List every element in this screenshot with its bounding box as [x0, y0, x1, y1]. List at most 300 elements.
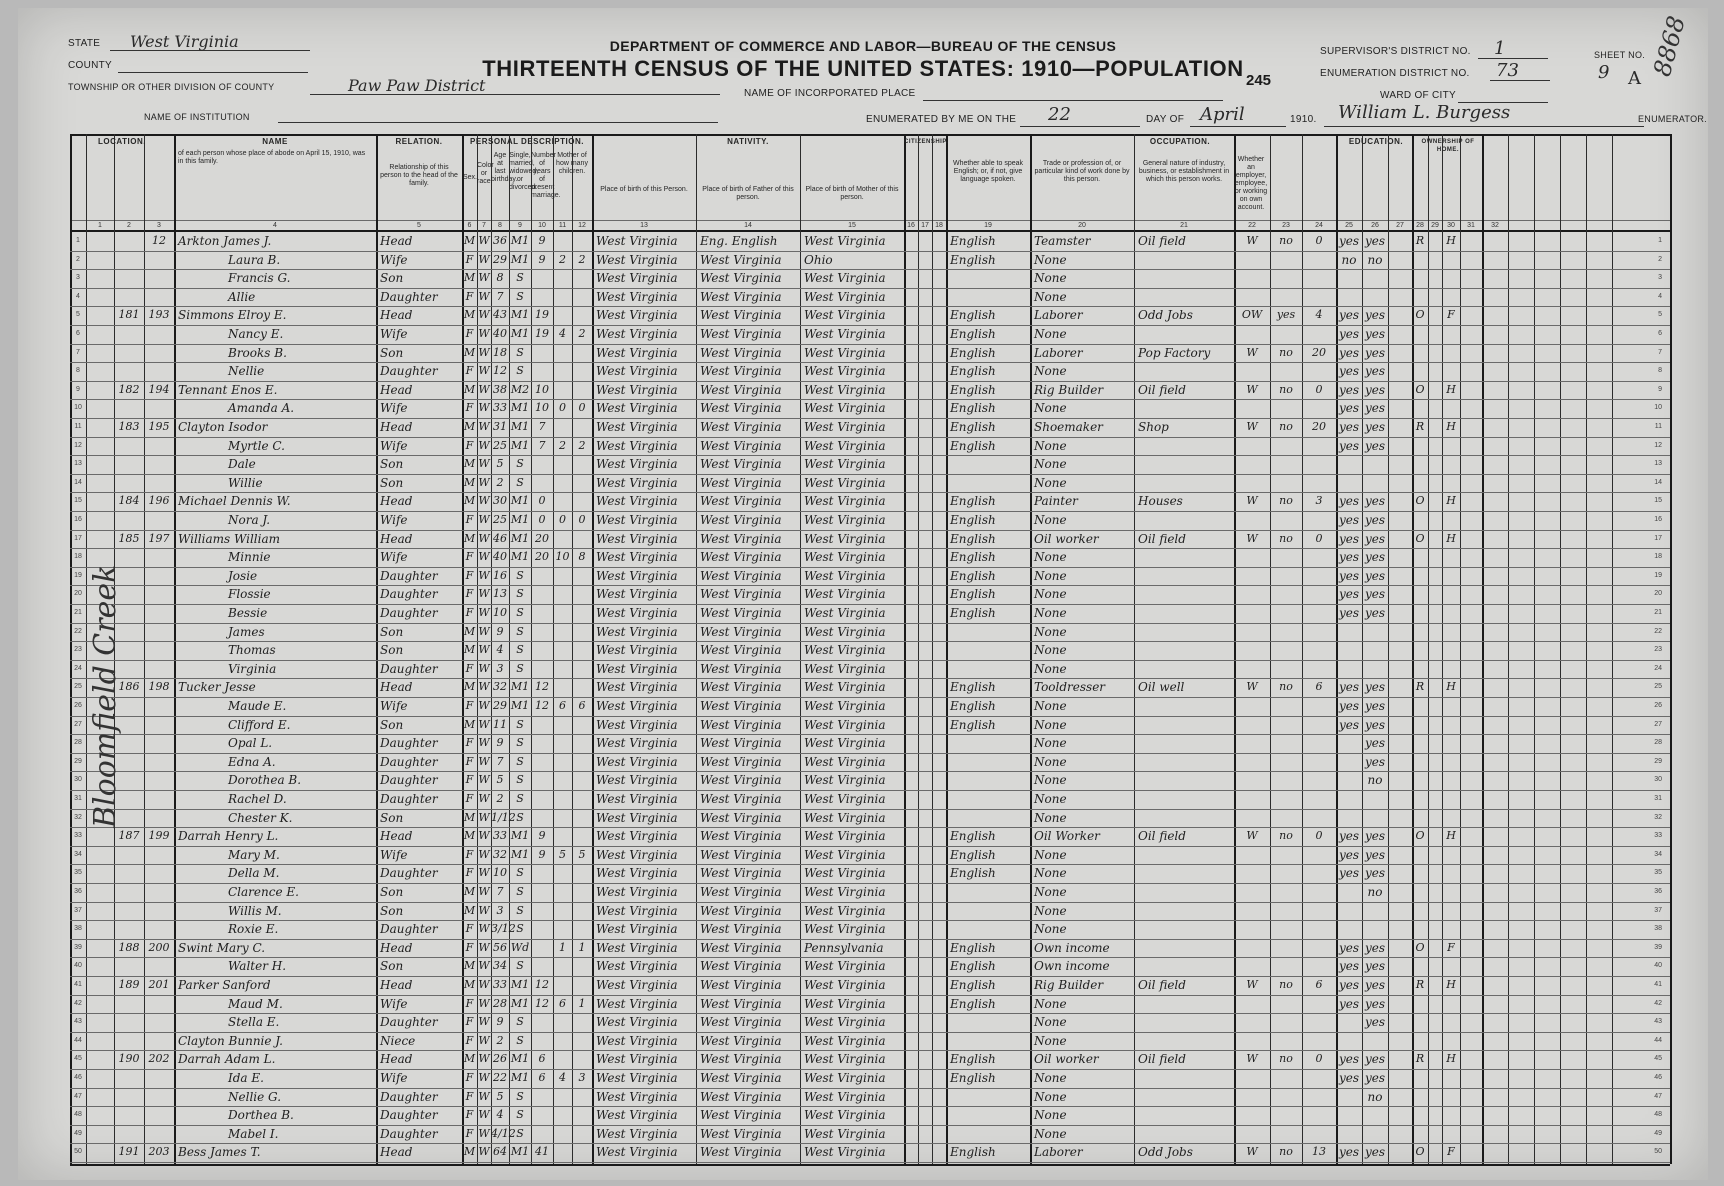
- cell-dwelling: 181: [118, 308, 140, 322]
- cell-race: W: [478, 754, 490, 768]
- cell-age: 11: [493, 717, 507, 731]
- cell-unemp: no: [1279, 234, 1293, 247]
- cell-pob: West Virginia: [596, 847, 678, 862]
- column-number: 9: [518, 222, 522, 229]
- cell-dwelling: 185: [118, 531, 140, 545]
- cell-marital: S: [516, 773, 524, 787]
- cell-language: English: [950, 531, 996, 546]
- cell-sex: F: [465, 587, 474, 601]
- cell-mother: West Virginia: [804, 810, 886, 825]
- cell-read: yes: [1338, 866, 1360, 881]
- cell-line: 22: [74, 627, 82, 635]
- cell-race: W: [478, 531, 490, 545]
- cell-write: yes: [1364, 1015, 1386, 1030]
- cell-name: Tucker Jesse: [178, 680, 256, 695]
- table-row: [70, 678, 1670, 696]
- nativity-heading: NATIVITY.: [727, 137, 769, 146]
- line-number-right: 36: [1654, 888, 1662, 895]
- cell-name: James: [228, 624, 265, 639]
- cell-mother: West Virginia: [804, 1145, 886, 1160]
- cell-living: 0: [578, 513, 586, 526]
- line-number-right: 31: [1654, 795, 1662, 802]
- cell-name: Opal L.: [228, 736, 273, 751]
- line-number-right: 50: [1654, 1148, 1662, 1156]
- pob-person-heading: Place of birth of this Person.: [600, 186, 688, 193]
- cell-age: 26: [493, 1052, 507, 1066]
- cell-years: 20: [535, 531, 549, 545]
- cell-age: 29: [493, 252, 507, 266]
- cell-trade: None: [1034, 736, 1067, 751]
- cell-name: Edna A.: [228, 754, 276, 769]
- cell-mother: West Virginia: [804, 922, 886, 937]
- cell-weeks: 0: [1315, 829, 1323, 843]
- table-row: [70, 455, 1670, 473]
- cell-mother: West Virginia: [804, 234, 886, 248]
- cell-race: W: [478, 438, 490, 452]
- cell-write: no: [1367, 885, 1383, 899]
- cell-mother: West Virginia: [804, 680, 886, 695]
- township-label: TOWNSHIP OR OTHER DIVISION OF COUNTY: [68, 82, 275, 92]
- cell-marital: M1: [510, 327, 530, 340]
- cell-mother: West Virginia: [804, 513, 886, 527]
- cell-relation: Head: [380, 531, 413, 546]
- cell-mother: West Virginia: [804, 345, 886, 360]
- table-row: [70, 437, 1670, 455]
- cell-children: 6: [559, 996, 566, 1010]
- cell-age: 4: [496, 643, 504, 657]
- cell-father: West Virginia: [700, 606, 782, 620]
- cell-own: O: [1415, 382, 1425, 396]
- cell-race: W: [478, 1071, 490, 1084]
- cell-age: 34: [493, 959, 507, 973]
- census-table: [70, 134, 1670, 1164]
- cell-years: 12: [535, 978, 549, 991]
- cell-write: yes: [1364, 699, 1386, 713]
- cell-language: English: [950, 252, 996, 267]
- cell-age: 9: [496, 624, 504, 638]
- cell-pob: West Virginia: [596, 996, 678, 1011]
- enumeration-district-value: 73: [1496, 60, 1519, 81]
- cell-write: yes: [1364, 866, 1386, 881]
- cell-pob: West Virginia: [596, 401, 678, 416]
- cell-father: West Virginia: [700, 438, 782, 453]
- cell-trade: Laborer: [1034, 1145, 1083, 1160]
- cell-mother: West Virginia: [804, 773, 886, 788]
- cell-trade: None: [1034, 1108, 1067, 1123]
- cell-dwelling: 187: [118, 829, 140, 843]
- line-number-right: 44: [1654, 1036, 1662, 1044]
- cell-relation: Daughter: [380, 568, 438, 583]
- cell-relation: Wife: [380, 550, 408, 565]
- cell-unemp: no: [1279, 494, 1293, 508]
- cell-race: W: [478, 1089, 490, 1103]
- incorporated-place-label: NAME OF INCORPORATED PLACE: [744, 88, 916, 99]
- column-number: 16: [907, 222, 915, 229]
- line-number-right: 21: [1654, 609, 1662, 616]
- cell-race: W: [478, 308, 490, 322]
- cell-mother: West Virginia: [804, 606, 886, 620]
- cell-relation: Daughter: [380, 1126, 438, 1141]
- cell-write: yes: [1364, 494, 1386, 509]
- cell-father: West Virginia: [700, 494, 782, 509]
- cell-years: 6: [538, 1052, 546, 1066]
- cell-relation: Daughter: [380, 661, 438, 676]
- cell-father: West Virginia: [700, 382, 782, 397]
- cell-read: yes: [1338, 829, 1360, 844]
- cell-line: 37: [74, 906, 82, 914]
- cell-line: 33: [74, 832, 82, 840]
- column-number: 13: [640, 222, 648, 229]
- cell-line: 11: [74, 423, 82, 430]
- cell-mother: West Virginia: [804, 978, 886, 992]
- cell-language: English: [950, 401, 996, 416]
- cell-trade: Shoemaker: [1034, 420, 1103, 434]
- cell-years: 9: [538, 234, 546, 247]
- table-row: [70, 809, 1670, 827]
- cell-children: 5: [559, 847, 566, 861]
- cell-line: 25: [74, 683, 82, 691]
- cell-race: W: [478, 494, 490, 508]
- cell-write: yes: [1364, 568, 1386, 583]
- margin-note: Bloomfield Creek: [88, 564, 123, 828]
- cell-line: 3: [76, 274, 80, 282]
- cell-race: W: [478, 1108, 490, 1122]
- cell-father: West Virginia: [700, 1071, 782, 1085]
- cell-dwelling: 191: [118, 1145, 140, 1159]
- cell-name: Bess James T.: [178, 1145, 261, 1160]
- cell-relation: Son: [380, 643, 404, 658]
- cell-language: English: [950, 364, 996, 379]
- state-value: West Virginia: [130, 32, 239, 51]
- cell-years: 12: [535, 680, 549, 694]
- cell-living: 2: [578, 327, 586, 340]
- cell-write: yes: [1364, 959, 1386, 974]
- cell-relation: Son: [380, 475, 404, 490]
- cell-name: Roxie E.: [228, 922, 279, 937]
- cell-race: W: [478, 1015, 490, 1029]
- cell-read: yes: [1338, 717, 1360, 732]
- cell-sex: M: [463, 1052, 476, 1066]
- cell-name: Francis G.: [228, 271, 291, 286]
- cell-write: yes: [1364, 382, 1386, 397]
- cell-line: 5: [76, 311, 80, 319]
- cell-mother: West Virginia: [804, 587, 886, 602]
- sheet-number: 9: [1598, 62, 1610, 83]
- cell-line: 23: [74, 646, 82, 654]
- line-number-right: 19: [1654, 571, 1662, 579]
- cell-line: 2: [76, 255, 80, 263]
- cell-relation: Head: [380, 940, 413, 955]
- cell-relation: Son: [380, 903, 404, 918]
- table-row: [70, 846, 1670, 864]
- cell-race: W: [478, 699, 490, 712]
- cell-relation: Wife: [380, 996, 408, 1011]
- cell-trade: None: [1034, 457, 1067, 472]
- cell-language: English: [950, 494, 996, 509]
- cell-marital: S: [516, 624, 524, 638]
- cell-race: W: [478, 978, 490, 991]
- cell-age: 12: [493, 364, 507, 378]
- cell-relation: Wife: [380, 513, 408, 527]
- cell-father: West Virginia: [700, 940, 782, 955]
- table-row: [70, 976, 1670, 994]
- line-number-right: 48: [1654, 1111, 1662, 1119]
- cell-age: 16: [493, 568, 507, 582]
- cell-pob: West Virginia: [596, 885, 678, 899]
- cell-write: no: [1367, 252, 1383, 267]
- cell-relation: Daughter: [380, 736, 438, 751]
- cell-dwelling: 190: [118, 1052, 140, 1066]
- cell-father: West Virginia: [700, 1089, 782, 1104]
- cell-language: English: [950, 606, 996, 620]
- cell-mother: West Virginia: [804, 736, 886, 751]
- cell-father: West Virginia: [700, 401, 782, 416]
- line-number-right: 29: [1654, 757, 1662, 765]
- cell-relation: Daughter: [380, 1015, 438, 1030]
- cell-marital: M1: [510, 829, 530, 843]
- cell-father: West Virginia: [700, 345, 782, 360]
- column-number: 2: [127, 222, 131, 229]
- cell-unemp: no: [1279, 1145, 1293, 1159]
- column-number: 21: [1180, 222, 1188, 229]
- cell-age: 40: [493, 327, 507, 340]
- cell-sex: M: [463, 959, 476, 973]
- cell-industry: Houses: [1138, 494, 1183, 509]
- table-row: [70, 585, 1670, 603]
- table-row: [70, 306, 1670, 324]
- cell-sex: M: [463, 308, 476, 322]
- cell-write: yes: [1364, 940, 1386, 955]
- cell-trade: None: [1034, 1089, 1067, 1104]
- column-number: 4: [273, 222, 277, 229]
- table-row: [70, 232, 1670, 250]
- cell-age: 5: [496, 1089, 504, 1103]
- line-number-right: 2: [1658, 255, 1662, 263]
- county-label: COUNTY: [68, 60, 113, 71]
- census-title: THIRTEENTH CENSUS OF THE UNITED STATES: 1910—POPULATION: [482, 56, 1244, 81]
- cell-marital: S: [516, 1033, 524, 1047]
- cell-father: West Virginia: [700, 736, 782, 751]
- table-row: [70, 827, 1670, 845]
- cell-sex: M: [463, 457, 476, 471]
- cell-family: 202: [148, 1052, 170, 1066]
- table-row: [70, 288, 1670, 306]
- line-number-right: 47: [1654, 1092, 1662, 1100]
- cell-farm: H: [1446, 494, 1456, 508]
- color-heading: Color or race.: [477, 162, 494, 185]
- cell-sex: F: [465, 1108, 474, 1122]
- cell-trade: None: [1034, 1033, 1067, 1048]
- cell-weeks: 0: [1315, 234, 1323, 247]
- cell-name: Parker Sanford: [178, 978, 271, 992]
- cell-sex: M: [463, 345, 476, 359]
- cell-own: O: [1415, 531, 1425, 545]
- cell-name: Darrah Henry L.: [178, 829, 279, 844]
- cell-read: yes: [1338, 420, 1360, 434]
- cell-age: 38: [493, 382, 507, 396]
- cell-write: yes: [1364, 847, 1386, 862]
- cell-relation: Niece: [380, 1033, 416, 1048]
- cell-living: 5: [578, 847, 586, 861]
- cell-age: 3/12: [491, 922, 516, 936]
- cell-age: 33: [493, 829, 507, 843]
- cell-trade: None: [1034, 624, 1067, 639]
- cell-mother: West Virginia: [804, 475, 886, 490]
- cell-mother: West Virginia: [804, 1126, 886, 1141]
- cell-race: W: [478, 810, 490, 824]
- cell-father: West Virginia: [700, 1145, 782, 1160]
- cell-pob: West Virginia: [596, 345, 678, 360]
- cell-children: 1: [559, 940, 566, 954]
- township-value: Paw Paw District: [348, 76, 486, 95]
- cell-read: yes: [1338, 438, 1360, 453]
- table-row: [70, 623, 1670, 641]
- cell-years: 7: [538, 438, 546, 452]
- cell-age: 33: [493, 978, 507, 991]
- cell-sex: M: [463, 494, 476, 508]
- line-number-right: 23: [1654, 646, 1662, 654]
- cell-industry: Shop: [1138, 420, 1169, 434]
- cell-unemp: no: [1279, 680, 1293, 694]
- cell-father: West Virginia: [700, 587, 782, 602]
- cell-pob: West Virginia: [596, 717, 678, 732]
- location-heading: LOCATION.: [98, 137, 146, 146]
- table-row: [70, 1143, 1670, 1161]
- cell-unemp: no: [1279, 420, 1293, 433]
- cell-marital: M1: [510, 550, 530, 564]
- cell-family: 198: [148, 680, 170, 694]
- cell-father: West Virginia: [700, 680, 782, 695]
- cell-family: 197: [148, 531, 170, 545]
- cell-race: W: [478, 885, 490, 898]
- cell-age: 9: [496, 736, 504, 750]
- cell-mother: West Virginia: [804, 568, 886, 583]
- cell-years: 0: [538, 513, 546, 526]
- line-number-right: 34: [1654, 850, 1662, 858]
- cell-relation: Son: [380, 271, 404, 286]
- cell-write: yes: [1364, 829, 1386, 844]
- cell-relation: Wife: [380, 699, 408, 713]
- cell-trade: Oil worker: [1034, 1052, 1099, 1067]
- cell-industry: Oil field: [1138, 829, 1186, 844]
- cell-race: W: [478, 940, 490, 954]
- cell-father: West Virginia: [700, 1015, 782, 1030]
- table-row: [70, 734, 1670, 752]
- cell-marital: M1: [510, 438, 530, 452]
- cell-name: Della M.: [228, 866, 280, 881]
- cell-dwelling: 189: [118, 978, 140, 991]
- supervisor-district-label: SUPERVISOR'S DISTRICT NO.: [1320, 46, 1471, 57]
- cell-trade: None: [1034, 885, 1067, 899]
- cell-father: West Virginia: [700, 699, 782, 713]
- cell-sex: M: [463, 475, 476, 489]
- cell-relation: Head: [380, 382, 413, 397]
- cell-children: 4: [559, 327, 566, 340]
- line-number-right: 1: [1658, 237, 1662, 244]
- table-row: [70, 567, 1670, 585]
- column-number: 11: [558, 222, 567, 229]
- enumerator-name: William L. Burgess: [1338, 102, 1511, 123]
- cell-write: yes: [1364, 1052, 1386, 1067]
- sheet-serial: 245: [1246, 72, 1272, 89]
- cell-dwelling: 186: [118, 680, 140, 694]
- line-number-right: 3: [1658, 274, 1662, 282]
- cell-relation: Head: [380, 1052, 413, 1067]
- cell-sex: M: [463, 420, 476, 433]
- cell-name: Michael Dennis W.: [178, 494, 291, 509]
- cell-marital: S: [516, 1108, 524, 1122]
- line-number-right: 6: [1658, 330, 1662, 337]
- cell-language: English: [950, 940, 996, 955]
- cell-name: Clarence E.: [228, 885, 299, 899]
- cell-language: English: [950, 550, 996, 565]
- cell-pob: West Virginia: [596, 1126, 678, 1141]
- cell-age: 33: [493, 401, 507, 415]
- cell-trade: None: [1034, 568, 1067, 583]
- day-of-label: DAY OF: [1146, 114, 1185, 125]
- cell-years: 12: [535, 699, 549, 712]
- cell-name: Ida E.: [228, 1071, 264, 1085]
- cell-family: 200: [148, 940, 170, 954]
- cell-pob: West Virginia: [596, 866, 678, 881]
- cell-race: W: [478, 327, 490, 340]
- cell-living: 1: [578, 940, 586, 954]
- cell-living: 0: [578, 401, 586, 415]
- cell-children: 0: [559, 513, 566, 526]
- cell-age: 7: [496, 754, 504, 768]
- table-row: [70, 1013, 1670, 1031]
- cell-read: yes: [1338, 382, 1360, 397]
- cell-race: W: [478, 401, 490, 415]
- cell-name: Laura B.: [228, 252, 281, 267]
- table-row: [70, 1032, 1670, 1050]
- cell-children: 4: [559, 1071, 566, 1084]
- children-heading: Mother of how many children.: [556, 152, 588, 175]
- cell-trade: None: [1034, 1071, 1067, 1085]
- cell-relation: Daughter: [380, 792, 438, 806]
- cell-write: yes: [1364, 1071, 1386, 1085]
- cell-marital: S: [516, 606, 524, 619]
- cell-relation: Daughter: [380, 606, 438, 620]
- cell-relation: Wife: [380, 847, 408, 862]
- cell-emp: W: [1246, 531, 1258, 545]
- cell-marital: S: [516, 587, 524, 601]
- marital-heading: Single, married, widowed, or divorced.: [509, 152, 539, 191]
- cell-name: Clayton Isodor: [178, 420, 268, 434]
- cell-mother: West Virginia: [804, 792, 886, 806]
- table-row: [70, 995, 1670, 1013]
- cell-relation: Head: [380, 234, 413, 248]
- cell-race: W: [478, 364, 490, 378]
- cell-pob: West Virginia: [596, 550, 678, 565]
- cell-read: yes: [1338, 234, 1360, 248]
- cell-sex: F: [465, 1033, 474, 1047]
- column-number: 22: [1248, 222, 1256, 229]
- cell-unemp: no: [1279, 382, 1293, 396]
- cell-language: English: [950, 978, 996, 992]
- cell-race: W: [478, 550, 490, 564]
- cell-farm: F: [1447, 308, 1455, 322]
- table-row: [70, 399, 1670, 417]
- cell-marital: M2: [510, 382, 530, 396]
- cell-age: 32: [493, 680, 507, 694]
- cell-farm: H: [1446, 829, 1456, 843]
- cell-marital: M1: [510, 401, 530, 415]
- cell-marital: S: [516, 754, 524, 768]
- line-number-right: 32: [1654, 813, 1662, 821]
- cell-weeks: 0: [1315, 531, 1323, 545]
- cell-age: 7: [496, 289, 504, 303]
